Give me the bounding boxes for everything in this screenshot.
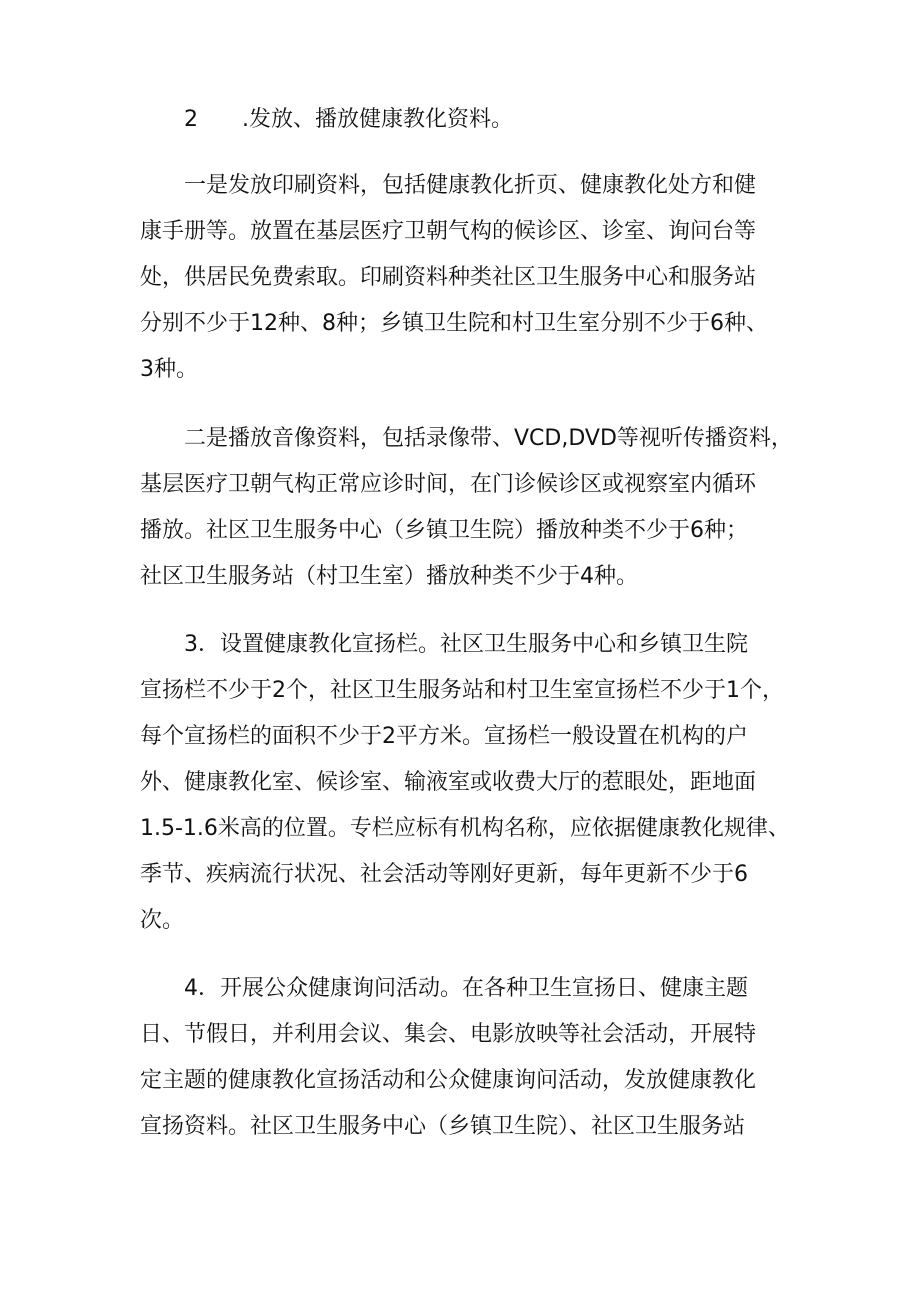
paragraph-line: 基层医疗卫朝气构正常应诊时间，在门诊候诊区或视察室内循环: [140, 472, 757, 497]
paragraph-line: 每个宣扬栏的面积不少于2平方米。宣扬栏一般设置在机构的户: [140, 724, 748, 749]
paragraph-line: 宣扬资料。社区卫生服务中心（乡镇卫生院）、社区卫生服务站: [140, 1114, 746, 1139]
paragraph-line: 一是发放印刷资料，包括健康教化折页、健康教化处方和健: [184, 173, 757, 198]
paragraph-public-consultation: [140, 966, 790, 1150]
paragraph-line: 分别不少于12种、8种；乡镇卫生院和村卫生室分别不少于6种、: [140, 311, 768, 336]
paragraph-line: 二是播放音像资料，包括录像带、VCD,DVD等视听传播资料，: [184, 426, 793, 451]
section-2-heading: [140, 97, 790, 143]
paragraph-bulletin-board: [140, 622, 790, 944]
paragraph-line: 处，供居民免费索取。印刷资料种类社区卫生服务中心和服务站: [140, 265, 757, 290]
paragraph-line: 定主题的健康教化宣扬活动和公众健康询问活动，发放健康教化: [140, 1068, 757, 1093]
paragraph-line: 1.5-1.6米高的位置。专栏应标有机构名称，应依据健康教化规律、: [140, 816, 790, 841]
paragraph-line: 康手册等。放置在基层医疗卫朝气构的候诊区、诊室、询问台等: [140, 219, 757, 244]
section-title: .发放、播放健康教化资料。: [242, 107, 513, 132]
paragraph-printed-materials: [140, 163, 790, 393]
heading-line: [140, 97, 790, 143]
paragraph-line: 外、健康教化室、候诊室、输液室或收费大厅的惹眼处，距地面: [140, 770, 757, 795]
paragraph-line: 3种。: [140, 357, 198, 382]
paragraph-line: 季节、疾病流行状况、社会活动等刚好更新，每年更新不少于6: [140, 862, 748, 887]
paragraph-line: 4．开展公众健康询问活动。在各种卫生宣扬日、健康主题: [184, 976, 748, 1001]
paragraph-line: 宣扬栏不少于2个，社区卫生服务站和村卫生室宣扬栏不少于1个，: [140, 678, 784, 703]
paragraph-line: 社区卫生服务站（村卫生室）播放种类不少于4种。: [140, 564, 638, 589]
paragraph-line: 日、节假日，并利用会议、集会、电影放映等社会活动，开展特: [140, 1022, 757, 1047]
paragraph-audio-video: [140, 416, 793, 600]
paragraph-line: 次。: [140, 908, 185, 933]
section-number: 2: [184, 107, 198, 132]
paragraph-line: 3．设置健康教化宣扬栏。社区卫生服务中心和乡镇卫生院: [184, 632, 748, 657]
paragraph-line: 播放。社区卫生服务中心（乡镇卫生院）播放种类不少于6种；: [140, 518, 748, 543]
